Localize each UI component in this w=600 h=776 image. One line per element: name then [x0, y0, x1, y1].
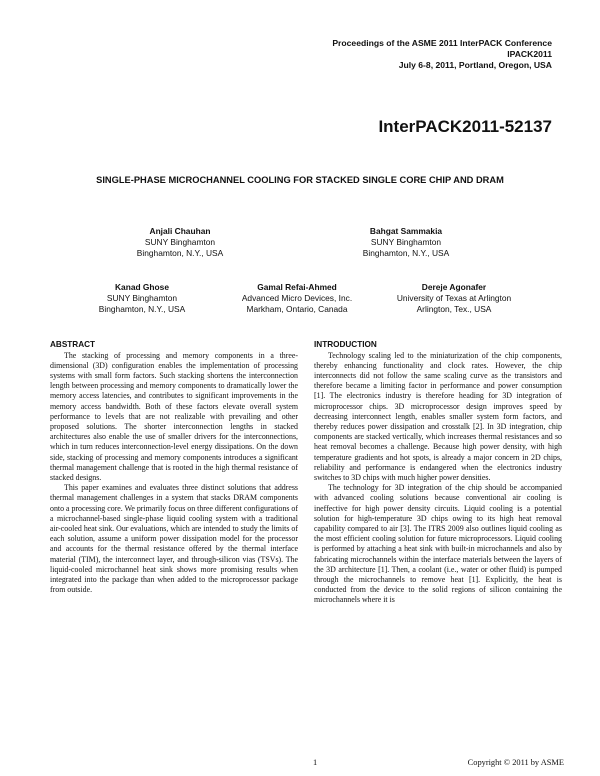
- author-affiliation: Advanced Micro Devices, Inc.: [241, 293, 353, 304]
- author-block: [374, 282, 534, 316]
- introduction-paragraph: The technology for 3D integration of the chip should be accompanied with advanced cooling solutions because conventional air cooling is ineffective for high power density circuits. Liquid cooling is a potential solution for high-temperature 3D chips owing to its high heat removal capability compared to air [3]. The ITRS 2009 also outlines liquid cooling as the most efficient cooling solution for future microprocessors. Liquid cooling is performed by attaching a heat sink with built-in microchannels and also by fabricating microchannels within the interface materials between the layers of the 3D architecture [1]. Then, a coolant (i.e., water or other fluid) is pumped through the microchannels to remove heat [1]. Explicitly, the heat is conducted from the device to the solid regions of silicon containing the microchannels where it is: [314, 483, 562, 605]
- abstract-section: [50, 340, 298, 595]
- introduction-section: [314, 340, 562, 606]
- conference-date-location: July 6-8, 2011, Portland, Oregon, USA: [398, 60, 552, 70]
- author-name: Dereje Agonafer: [421, 282, 487, 292]
- author-location: Binghamton, N.Y., USA: [362, 248, 450, 259]
- author-name: Kanad Ghose: [115, 282, 169, 292]
- abstract-paragraph: This paper examines and evaluates three distinct solutions that address thermal management challenges in a system that stacks DRAM components onto a processing core. We primarily focus on three different configurations of a microchannel-based single-phase liquid cooling system with a traditional air-cooled heat sink. Our evaluations, which are intended to study the limits of each solution, assume a uniform power dissipation model for the processor and accounts for the thermal resistance offered by the thermal interface material (TIM), the interconnect layer, and through-silicon vias (TSVs). The liquid-cooled microchannel heat sink shows more promising results when integrated into the package than when added to the microprocessor package from outside.: [50, 483, 298, 595]
- author-location: Binghamton, N.Y., USA: [136, 248, 224, 259]
- author-affiliation: SUNY Binghamton: [370, 237, 442, 248]
- author-block: [336, 226, 476, 260]
- author-block: [222, 282, 372, 316]
- conference-code: IPACK2011: [507, 49, 552, 59]
- author-location: Markham, Ontario, Canada: [246, 304, 348, 315]
- paper-id: InterPACK2011-52137: [378, 117, 552, 136]
- author-affiliation: University of Texas at Arlington: [396, 293, 512, 304]
- conference-header: [232, 38, 552, 71]
- author-name: Bahgat Sammakia: [369, 226, 443, 236]
- author-name: Gamal Refai-Ahmed: [257, 282, 337, 292]
- author-affiliation: SUNY Binghamton: [106, 293, 178, 304]
- author-location: Binghamton, N.Y., USA: [98, 304, 186, 315]
- page-number: 1: [313, 758, 318, 767]
- author-block: [74, 282, 210, 316]
- abstract-heading: ABSTRACT: [50, 340, 96, 349]
- copyright-notice: Copyright © 2011 by ASME: [467, 758, 564, 767]
- conference-name: Proceedings of the ASME 2011 InterPACK Conference: [332, 38, 552, 48]
- introduction-paragraph: Technology scaling led to the miniaturization of the chip components, thereby enhancing functionality and clock rates. However, the chip interconnects did not follow the same scaling curve as the transistors and therefore became a limiting factor in performance and power consumption [1]. The electronics industry is therefore heading for 3D integration of microprocessor chips. 3D microprocessor design improves speed by decreasing interconnect length, enables smaller system form factors, and thereby reduces power dissipation and crosstalk [2]. In 3D integration, chip components are stacked vertically, which increases thermal resistances and so heat removal becomes a challenge. Because high power density, with high temperature gradients and hot spots, is already a major concern in 2D chips, reliability and performance is endangered when the electronics industry switches to 3D chips with much higher power densities.: [314, 350, 562, 482]
- author-affiliation: SUNY Binghamton: [144, 237, 216, 248]
- author-name: Anjali Chauhan: [149, 226, 211, 236]
- author-block: [110, 226, 250, 260]
- introduction-heading: INTRODUCTION: [314, 340, 377, 349]
- author-location: Arlington, Tex., USA: [416, 304, 492, 315]
- abstract-paragraph: The stacking of processing and memory components in a three-dimensional (3D) configuration enables the implementation of processing systems with small form factors. Such stacking shortens the interconnection length between processing and memory components to dramatically lower the memory access latencies, and contributes to significant improvements in the memory access bandwidth. Both of these factors elevate overall system performance to levels that are not realizable with prevailing and other proposed solutions. The shorter interconnection lengths in stacked architectures also enable the use of smaller drivers for the interconnections, which in turn reduces interconnection-level energy dissipations. On the down side, stacking of processing and memory components introduces a significant thermal management challenge that is rooted in the high thermal resistance of stacked designs.: [50, 350, 298, 482]
- paper-title: SINGLE-PHASE MICROCHANNEL COOLING FOR STACKED SINGLE CORE CHIP AND DRAM: [96, 175, 504, 185]
